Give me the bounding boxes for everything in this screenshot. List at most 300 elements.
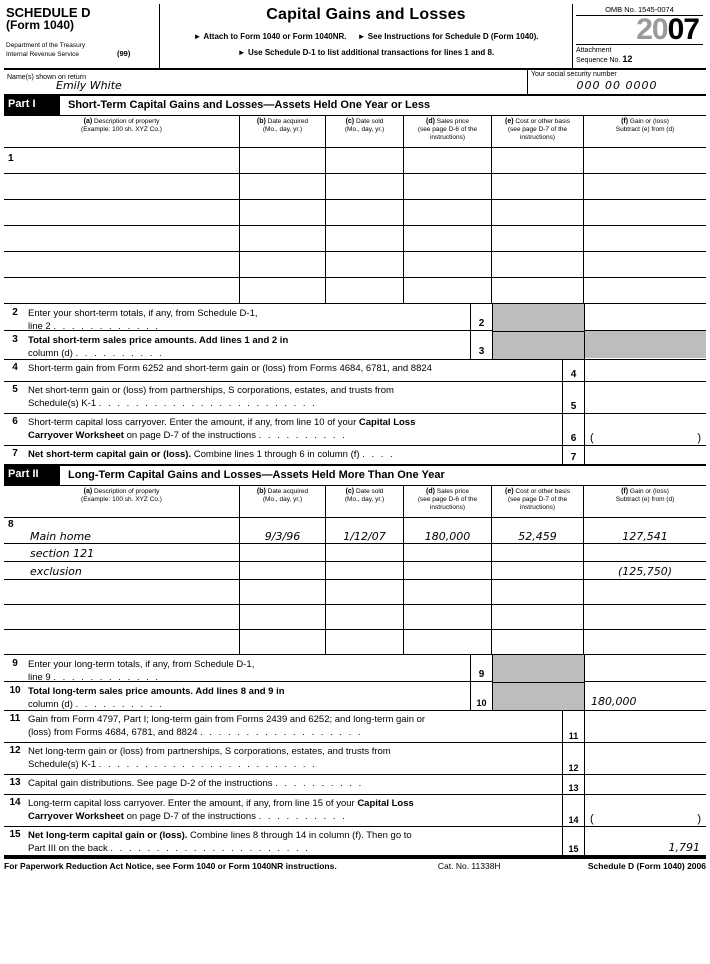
cell-date-sold[interactable] (326, 226, 404, 251)
table-row[interactable] (4, 278, 706, 304)
col-c-label: Date sold (355, 118, 384, 125)
line-14-text (26, 795, 562, 826)
line-11-amount[interactable] (584, 711, 706, 742)
col-header-a (4, 116, 240, 147)
line-5-row (4, 382, 706, 414)
cell-description[interactable] (4, 562, 240, 579)
cell-description[interactable] (4, 544, 240, 561)
line-4-box-number (562, 360, 584, 381)
cell-value: 9/3/96 (264, 530, 301, 543)
line-2-text-1: Enter your short-term totals, if any, from Schedule D-1, (28, 308, 258, 319)
line-11-box-label: 11 (568, 731, 579, 741)
line-6-text (26, 414, 562, 445)
col-b-note: (Mo., day, yr.) (262, 496, 303, 503)
line-3-shaded-cell (493, 332, 584, 359)
line-3-text (26, 331, 470, 358)
line-11-row (4, 711, 706, 743)
catalog-number: Cat. No. 11338H (437, 861, 501, 871)
table-row[interactable] (4, 226, 706, 252)
col-header-c (326, 116, 404, 147)
cell-cost-basis[interactable] (492, 226, 584, 251)
lines-2-3-block (4, 304, 706, 360)
part-1-column-headers (4, 116, 706, 148)
cell-cost-basis[interactable] (492, 252, 584, 277)
cell-sales-price[interactable] (404, 544, 492, 561)
cell-date-acquired[interactable] (240, 278, 326, 303)
line-9-shaded-cell (493, 655, 584, 683)
cell-date-acquired[interactable] (240, 148, 326, 173)
header-subtitle-row (160, 31, 572, 43)
line-2-text (26, 304, 470, 330)
part-1-title: Short-Term Capital Gains and Losses—Assets Held One Year or Less (68, 99, 431, 111)
part-2-tag: Part II (4, 466, 60, 485)
line-12-dots: . . . . . . . . . . . . . . . . . . . . . . . . (98, 759, 317, 770)
line-15-number: 15 (9, 829, 21, 840)
line-15-value: 1,791 (668, 841, 700, 854)
cell-description[interactable] (4, 605, 240, 629)
cell-date-sold[interactable] (326, 518, 404, 543)
col-header-f (584, 116, 706, 147)
line-3-text-1: Total short-term sales price amounts. Add lines 1 and 2 in (28, 335, 289, 346)
col-f-note: Subtract (e) from (d) (615, 496, 675, 503)
cell-date-acquired[interactable] (240, 580, 326, 604)
line-11-box-number (562, 711, 584, 742)
line-14-row (4, 795, 706, 827)
col-b-label: Date acquired (267, 118, 309, 125)
see-instructions: See Instructions for Schedule D (Form 1040). (367, 32, 539, 41)
line-13-text-1: Capital gain distributions. See page D-2 of the instructions (28, 778, 273, 789)
cell-sales-price[interactable] (404, 226, 492, 251)
lines-9-10-box-numbers (470, 655, 492, 710)
line-9-dots: . . . . . . . . . . . . (53, 672, 161, 683)
cell-date-acquired[interactable] (240, 518, 326, 543)
line-4-amount[interactable] (584, 360, 706, 381)
cell-value: section 121 (30, 547, 95, 560)
line-9-text (26, 655, 470, 681)
line-6-amount[interactable] (584, 414, 706, 445)
cell-value: 180,000 (424, 530, 471, 543)
table-row[interactable] (4, 200, 706, 226)
cell-gain-loss[interactable] (584, 200, 706, 225)
cell-date-sold[interactable] (326, 580, 404, 604)
line-6-text-3: on page D-7 of the instructions (123, 430, 256, 441)
line-10-row (4, 682, 470, 709)
cell-date-acquired[interactable] (240, 562, 326, 579)
cell-sales-price[interactable] (404, 252, 492, 277)
line-8-number: 8 (8, 519, 14, 530)
col-c-note: (Mo., day, yr.) (344, 126, 385, 133)
col-header-b (240, 116, 326, 147)
sequence-label: Sequence No. (576, 57, 621, 64)
lines-2-3-col-e (492, 304, 584, 359)
line-6-number: 6 (12, 416, 18, 427)
line-3-amount (585, 331, 706, 358)
col-e-label: Cost or other basis (515, 488, 570, 495)
line-7-number: 7 (12, 448, 18, 459)
part-2-column-headers (4, 486, 706, 518)
line-10-shaded-cell (493, 683, 584, 710)
col-a-label: Description of property (93, 488, 160, 495)
line-13-box-label: 13 (568, 783, 579, 793)
sequence-row (576, 55, 703, 65)
table-row[interactable] (4, 148, 706, 174)
part-1-tag: Part I (4, 96, 60, 115)
cell-sales-price[interactable] (404, 200, 492, 225)
cell-description[interactable] (4, 226, 240, 251)
name-value: Emily White (56, 79, 122, 92)
ssn-field-wrapper[interactable] (528, 70, 706, 94)
col-f-key: (f) (621, 118, 629, 125)
cell-sales-price[interactable] (404, 605, 492, 629)
line-11-text-1: Gain from Form 4797, Part I; long-term gain from Forms 2439 and 6252; and long-term gain or (28, 714, 426, 725)
form-number: (Form 1040) (6, 18, 75, 32)
form-footer-id: Schedule D (Form 1040) 2006 (587, 861, 706, 871)
line-10-text (26, 682, 470, 709)
cell-cost-basis[interactable] (492, 174, 584, 199)
line-6-box-number (562, 414, 584, 445)
col-a-key: (a) (83, 118, 93, 125)
cell-description[interactable] (4, 278, 240, 303)
line-10-text-1: Total long-term sales price amounts. Add lines 8 and 9 in (28, 686, 285, 697)
name-label: Name(s) shown on return (7, 74, 86, 81)
line-5-number: 5 (12, 384, 18, 395)
line-7-dots: . . . . (362, 449, 395, 460)
line-2-row (4, 304, 470, 331)
line-15-dots: . . . . . . . . . . . . . . . . . . . . . . (110, 843, 310, 854)
cell-sales-price[interactable] (404, 518, 492, 543)
col-header-b (240, 486, 326, 517)
line-7-row (4, 446, 706, 466)
lines-9-10-block (4, 655, 706, 711)
line-14-close-paren: ) (697, 813, 701, 825)
line-9-amount[interactable] (585, 655, 706, 682)
line-3-row (4, 331, 470, 358)
line-2-number: 2 (12, 307, 18, 318)
line-3-text-2: column (d) (28, 348, 73, 359)
cell-date-sold[interactable] (326, 630, 404, 654)
line-9-text-1: Enter your long-term totals, if any, from Schedule D-1, (28, 659, 255, 670)
line-12-text-2: Schedule(s) K-1 (28, 759, 97, 770)
table-row[interactable] (4, 544, 706, 562)
cell-value: 1/12/07 (343, 530, 386, 543)
col-f-label: Gain or (loss) (629, 488, 669, 495)
table-row[interactable] (4, 605, 706, 630)
line-6-bold: Capital Loss (358, 417, 416, 428)
tax-year-prefix: 20 (636, 13, 668, 46)
line-10-value: 180,000 (591, 695, 637, 708)
line-14-dots: . . . . . . . . . . (258, 811, 347, 822)
line-6-dots: . . . . . . . . . . (258, 430, 347, 441)
cell-date-acquired[interactable] (240, 200, 326, 225)
cell-description[interactable] (4, 252, 240, 277)
arrow-icon: ► (193, 32, 202, 41)
line-13-row (4, 775, 706, 795)
ssn-label: Your social security number (531, 71, 617, 78)
cell-cost-basis[interactable] (492, 518, 584, 543)
col-a-key: (a) (83, 488, 93, 495)
col-d-label: Sales price (436, 118, 469, 125)
line-9-row (4, 655, 470, 682)
line-9-box-number: 9 (471, 655, 492, 682)
lines-2-3-text (4, 304, 470, 359)
line-6-box-label: 6 (570, 433, 577, 444)
line-4-box-label: 4 (570, 369, 577, 380)
line-9-number: 9 (12, 658, 18, 669)
cell-gain-loss[interactable] (584, 630, 706, 654)
line-13-box-number (562, 775, 584, 794)
col-header-c (326, 486, 404, 517)
cell-cost-basis[interactable] (492, 148, 584, 173)
cell-date-sold[interactable] (326, 562, 404, 579)
line-5-box-number (562, 382, 584, 413)
col-c-key: (c) (345, 488, 355, 495)
cell-date-sold[interactable] (326, 148, 404, 173)
line-14-text-3: on page D-7 of the instructions (123, 811, 256, 822)
cell-description[interactable] (4, 518, 240, 543)
line-12-box-number (562, 743, 584, 774)
line-6-row (4, 414, 706, 446)
header-subtitle-row-2 (160, 47, 572, 59)
col-e-key: (e) (505, 118, 514, 125)
col-d-note: (see page D-6 of the instructions) (417, 126, 478, 141)
department-line-2 (6, 50, 156, 59)
line-14-amount[interactable] (584, 795, 706, 826)
line-14-open-paren: ( (590, 813, 594, 825)
col-header-d (404, 116, 492, 147)
cell-date-acquired[interactable] (240, 630, 326, 654)
col-a-label: Description of property (93, 118, 160, 125)
cell-sales-price[interactable] (404, 630, 492, 654)
cell-gain-loss[interactable] (584, 278, 706, 303)
col-e-note: (see page D-7 of the instructions) (507, 496, 568, 511)
cell-description[interactable] (4, 580, 240, 604)
cell-sales-price[interactable] (404, 580, 492, 604)
col-c-note: (Mo., day, yr.) (344, 496, 385, 503)
col-header-a (4, 486, 240, 517)
department-line-1: Department of the Treasury (6, 42, 86, 49)
cell-date-acquired[interactable] (240, 174, 326, 199)
line-7-amount[interactable] (584, 446, 706, 464)
col-d-key: (d) (426, 488, 435, 495)
cell-cost-basis[interactable] (492, 562, 584, 579)
table-row[interactable] (4, 580, 706, 605)
line-11-text-2: (loss) from Forms 4684, 6781, and 8824 (28, 727, 198, 738)
taxpayer-name-row (4, 70, 706, 96)
cell-gain-loss[interactable] (584, 148, 706, 173)
col-f-key: (f) (621, 488, 629, 495)
line-6-text-2: Carryover Worksheet (28, 430, 124, 441)
col-header-e (492, 116, 584, 147)
cell-description[interactable] (4, 148, 240, 173)
line-5-text (26, 382, 562, 413)
cell-date-sold[interactable] (326, 605, 404, 629)
cell-value: exclusion (30, 565, 82, 578)
table-row[interactable] (4, 174, 706, 200)
cell-gain-loss[interactable] (584, 605, 706, 629)
tax-year-suffix: 07 (667, 13, 699, 46)
line-13-amount[interactable] (584, 775, 706, 794)
line-7-box-number (562, 446, 584, 464)
part-2-title: Long-Term Capital Gains and Losses—Assets Held More Than One Year (68, 469, 445, 481)
line-7-bold: Net short-term capital gain or (loss). (28, 449, 192, 460)
cell-cost-basis[interactable] (492, 580, 584, 604)
attachment-sequence (576, 44, 703, 65)
cell-cost-basis[interactable] (492, 278, 584, 303)
line-3-dots: . . . . . . . . . . (75, 348, 164, 359)
irs-paren: (99) (117, 49, 131, 58)
cell-value: (125,750) (617, 565, 673, 578)
cell-sales-price[interactable] (404, 148, 492, 173)
line-6-close-paren: ) (697, 432, 701, 444)
line-14-text-2: Carryover Worksheet (28, 811, 124, 822)
col-f-note: Subtract (e) from (d) (615, 126, 675, 133)
cell-date-sold[interactable] (326, 200, 404, 225)
line-2-amount[interactable] (585, 304, 706, 331)
cell-value: 52,459 (518, 530, 557, 543)
line-2-dots: . . . . . . . . . . . . (53, 321, 161, 332)
table-row[interactable] (4, 518, 706, 544)
line-10-text-2: column (d) (28, 699, 73, 710)
cell-gain-loss[interactable] (584, 544, 706, 561)
line-12-box-label: 12 (568, 763, 579, 773)
line-7-text-1: Combine lines 1 through 6 in column (f) (191, 449, 360, 460)
col-d-note: (see page D-6 of the instructions) (417, 496, 478, 511)
line-12-amount[interactable] (584, 743, 706, 774)
name-field-wrapper[interactable] (4, 70, 528, 94)
line-6-open-paren: ( (590, 432, 594, 444)
line-2-box-number: 2 (471, 304, 492, 331)
col-d-label: Sales price (436, 488, 469, 495)
cell-date-sold[interactable] (326, 252, 404, 277)
schedule-d1-instruction: Use Schedule D-1 to list additional transactions for lines 1 and 8. (247, 48, 495, 57)
cell-date-acquired[interactable] (240, 605, 326, 629)
col-d-key: (d) (426, 118, 435, 125)
line-5-dots: . . . . . . . . . . . . . . . . . . . . . . . . (98, 398, 317, 409)
cell-date-sold[interactable] (326, 278, 404, 303)
col-header-f (584, 486, 706, 517)
cell-gain-loss[interactable] (584, 252, 706, 277)
line-14-box-label: 14 (568, 815, 579, 825)
col-e-note: (see page D-7 of the instructions) (507, 126, 568, 141)
line-5-amount[interactable] (584, 382, 706, 413)
cell-cost-basis[interactable] (492, 605, 584, 629)
col-e-label: Cost or other basis (515, 118, 570, 125)
line-8-number: 1 (8, 153, 14, 164)
cell-gain-loss[interactable] (584, 174, 706, 199)
table-row[interactable] (4, 630, 706, 655)
line-10-number: 10 (9, 685, 21, 696)
col-c-key: (c) (345, 118, 355, 125)
table-row[interactable] (4, 562, 706, 580)
line-7-text (26, 446, 562, 464)
line-9-text-2: line 9 (28, 672, 51, 683)
lines-2-3-amounts (584, 304, 706, 359)
schedule-title: SCHEDULE D (6, 5, 91, 20)
cell-date-acquired[interactable] (240, 544, 326, 561)
cell-gain-loss[interactable] (584, 518, 706, 543)
line-11-number: 11 (9, 713, 21, 724)
arrow-icon-2: ► (357, 32, 366, 41)
form-header (4, 4, 706, 70)
line-14-box-number (562, 795, 584, 826)
line-7-box-label: 7 (570, 452, 577, 463)
irs-text: Internal Revenue Service (6, 51, 79, 58)
line-12-text (26, 743, 562, 774)
cell-date-acquired[interactable] (240, 226, 326, 251)
line-13-text (26, 775, 562, 794)
lines-9-10-col-e (492, 655, 584, 710)
line-10-dots: . . . . . . . . . . (75, 699, 164, 710)
form-footer (4, 857, 706, 871)
cell-date-acquired[interactable] (240, 252, 326, 277)
line-11-text (26, 711, 562, 742)
lines-9-10-amounts (584, 655, 706, 710)
cell-cost-basis[interactable] (492, 200, 584, 225)
line-6-text-1: Short-term capital loss carryover. Enter the amount, if any, from line 10 of your (28, 417, 359, 428)
cell-sales-price[interactable] (404, 174, 492, 199)
cell-date-sold[interactable] (326, 544, 404, 561)
paperwork-notice: For Paperwork Reduction Act Notice, see Form 1040 or Form 1040NR instructions. (4, 861, 337, 871)
line-15-text (26, 827, 562, 855)
cell-description[interactable] (4, 174, 240, 199)
line-15-amount[interactable] (584, 827, 706, 855)
cell-cost-basis[interactable] (492, 630, 584, 654)
line-11-dots: . . . . . . . . . . . . . . . . . . (200, 727, 363, 738)
table-row[interactable] (4, 252, 706, 278)
cell-sales-price[interactable] (404, 278, 492, 303)
lines-2-3-box-numbers (470, 304, 492, 359)
line-5-box-label: 5 (570, 401, 577, 412)
line-15-bold: Net long-term capital gain or (loss). (28, 830, 188, 841)
line-10-box-number: 10 (476, 698, 487, 708)
page-title: Capital Gains and Losses (266, 6, 466, 23)
col-b-key: (b) (256, 118, 266, 125)
cell-description[interactable] (4, 200, 240, 225)
cell-value: Main home (30, 530, 91, 543)
attach-instruction: Attach to Form 1040 or Form 1040NR. (203, 32, 347, 41)
line-15-box-number (562, 827, 584, 855)
header-left (4, 4, 160, 68)
cell-gain-loss[interactable] (584, 580, 706, 604)
cell-gain-loss[interactable] (584, 562, 706, 579)
line-4-text: Short-term gain from Form 6252 and short-term gain or (loss) from Forms 4684, 6781, and 8824 (28, 363, 432, 374)
line-3-number: 3 (12, 334, 18, 345)
arrow-icon-3: ► (237, 48, 246, 57)
line-5-text-2: Schedule(s) K-1 (28, 398, 97, 409)
cell-value: 127,541 (622, 530, 668, 543)
cell-sales-price[interactable] (404, 562, 492, 579)
omb-number: OMB No. 1545-0074 (576, 5, 703, 16)
attachment-label: Attachment (576, 47, 612, 54)
sequence-number: 12 (622, 54, 633, 64)
ssn-value: 000 00 0000 (576, 79, 658, 92)
col-a-note: (Example: 100 sh. XYZ Co.) (81, 126, 162, 133)
line-15-text-1: Combine lines 8 through 14 in column (f). Then go to (187, 830, 412, 841)
col-f-label: Gain or (loss) (629, 118, 669, 125)
line-13-number: 13 (9, 777, 21, 788)
line-4-row (4, 360, 706, 382)
cell-gain-loss[interactable] (584, 226, 706, 251)
line-10-amount[interactable] (585, 682, 706, 709)
col-e-key: (e) (505, 488, 514, 495)
part-1-banner (4, 96, 706, 116)
cell-cost-basis[interactable] (492, 544, 584, 561)
cell-description[interactable] (4, 630, 240, 654)
header-center (160, 4, 573, 68)
cell-date-sold[interactable] (326, 174, 404, 199)
part-2-banner (4, 466, 706, 486)
line-14-text-1: Long-term capital loss carryover. Enter the amount, if any, from line 15 of your (28, 798, 358, 809)
